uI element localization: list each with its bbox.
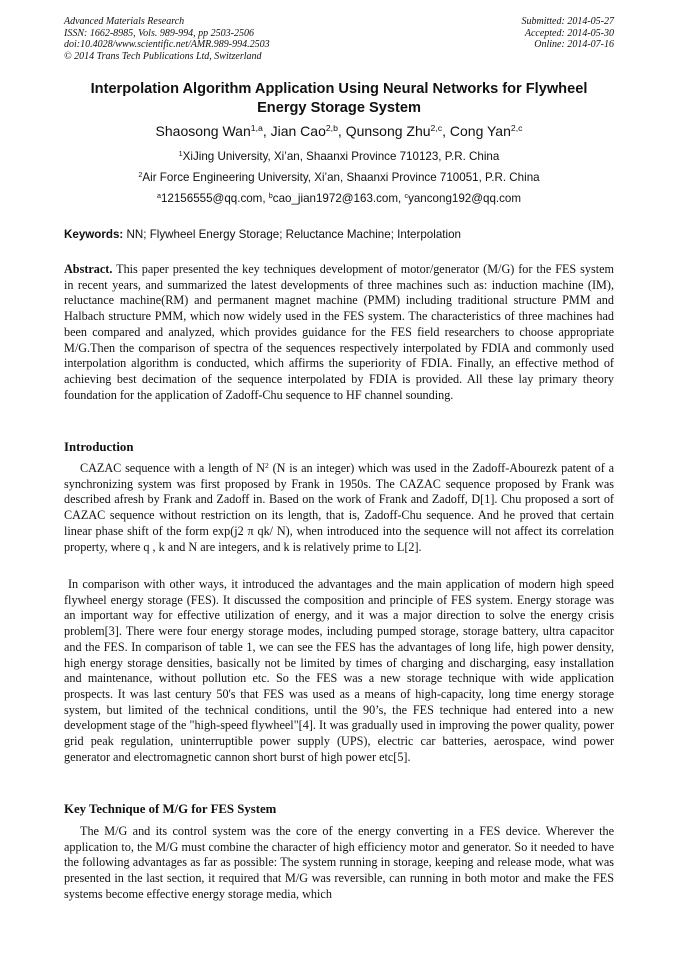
abstract-paragraph (64, 262, 614, 403)
online-date: Online: 2014-07-16 (534, 39, 614, 51)
author-separator: , (337, 123, 346, 139)
author-emails (30, 192, 648, 206)
author-separator: , (262, 123, 271, 139)
doi-line: doi:10.4028/www.scientific.net/AMR.989-994.2503 (64, 39, 270, 51)
affiliation-mark: 2 (138, 170, 143, 180)
keywords-text: NN; Flywheel Energy Storage; Reluctance Machine; Interpolation (123, 228, 461, 241)
author-affiliation-mark: 2,c (510, 123, 523, 134)
paragraph-text: CAZAC sequence with a length of N (80, 461, 266, 475)
author-name: Shaosong Wan (155, 123, 251, 139)
affiliation-mark: 1 (178, 149, 183, 159)
affiliation-text: XiJing University, Xi’an, Shaanxi Province 710123, P.R. China (182, 150, 500, 163)
affiliation-text: Air Force Engineering University, Xi’an, Shaanxi Province 710051, P.R. China (142, 171, 540, 184)
author-affiliation-mark: 1,a (250, 123, 263, 134)
email-mark: c (404, 191, 409, 201)
journal-name: Advanced Materials Research (64, 16, 185, 27)
key-technique-heading: Key Technique of M/G for FES System (64, 802, 277, 816)
email-mark: a (156, 191, 161, 201)
email-address: cao_jian1972@163.com, (272, 192, 405, 205)
abstract-text: This paper presented the key techniques development of motor/generator (M/G) for the FES system in recent years, and summarized the latest developments of three machines such as: induction machine (IM), reluctance machine(RM) and permanent magnet machine (PMM) including traditional structure PMM and Halbach structure PMM, which now widely used in the FES system. The characteristics of three machines had been compared and analyzed, which provides guidance for the FES field researchers to choose appropriate M/G.Then the comparison of spectra of the sequences respectively interpolated by FDIA and commonly used interpolation algorithm is conducted, which affirms the superiority of FDIA. Finally, an effective method of achieving best decimation of the sequence interpolated by FDIA is provided. All these lay primary theory foundation for the application of Zadoff-Chu sequence to HF channel sounding. (64, 262, 614, 402)
title-line-2: Energy Storage System (257, 100, 421, 116)
email-mark: b (268, 191, 273, 201)
author-name: Cong Yan (449, 123, 511, 139)
submitted-date: Submitted: 2014-05-27 (521, 16, 614, 27)
superscript: 2 (265, 460, 269, 470)
affiliation-1 (30, 150, 648, 164)
keywords-line (64, 228, 461, 242)
email-address: 12156555@qq.com, (160, 192, 269, 205)
affiliation-2 (30, 171, 648, 185)
author-list (30, 122, 648, 140)
keywords-label: Keywords: (64, 228, 124, 241)
email-address: yancong192@qq.com (408, 192, 522, 205)
journal-header-left (64, 16, 270, 62)
introduction-paragraph-2: In comparison with other ways, it introduced the advantages and the main application of modern high speed flywheel energy storage (FES). It discussed the composition and principle of FES system. Energy storage was an important way for effective utilization of energy, and it was a major direction to solve the energy crisis problem[3]. There were four energy storage modes, including pumped storage, storage battery, ultra capacitor and the FES. In comparison of table 1, we can see the FES has the advantages of long life, high power density, high energy storage densities, basically not be limited by times of charging and discharging, easy installation and maintenance, without pollution etc. So the FES was a new storage technique with wide application prospects. It was last century 50's that FES was used as a means of high-capacity, long time energy storage system, but limited of the technical conditions, until the 90’s, the FES technique had entered into a new development stage of the "high-speed flywheel"[4]. It was gradually used in improving the power quality, power grid peak regulation, uninterruptible power supply (UPS), electric car batteries, aerospace, wind power generator and electromagnetic cannon short burst of high power etc[5]. (64, 577, 614, 764)
introduction-paragraph-1 (64, 461, 614, 555)
journal-header-right (522, 16, 615, 51)
author-separator: , (442, 123, 450, 139)
key-technique-paragraph-1: The M/G and its control system was the core of the energy converting in a FES device. Wherever the application to, the M/G must combine the character of high efficiency motor and generator. So it needed to have the following advantages as far as possible: The system running in storage, keeping and release mode, what was presented in the last section, it required that M/G was reversible, can running in both motor and make the FES systems become effective energy storage media, which (64, 824, 614, 901)
introduction-heading: Introduction (64, 440, 134, 454)
title-line-1: Interpolation Algorithm Application Using Neural Networks for Flywheel (90, 81, 588, 97)
author-name: Qunsong Zhu (345, 123, 431, 139)
copyright-line: © 2014 Trans Tech Publications Ltd, Switzerland (64, 50, 262, 62)
abstract-label: Abstract. (64, 262, 113, 276)
issn-line: ISSN: 1662-8985, Vols. 989-994, pp 2503-2506 (64, 27, 254, 39)
accepted-date: Accepted: 2014-05-30 (524, 27, 614, 39)
paper-title (50, 80, 628, 118)
paragraph-text: (N is an integer) which was used in the Zadoff-Abourezk patent of a synchronizing system was first proposed by Frank in 1950s. The CAZAC sequence proposed by Frank was described afresh by Frank and Zadoff in. Based on the work of Frank and Zadoff, D[1]. Chu proposed a sort of CAZAC sequence without restriction on its length, that is, Zadoff-Chu sequence. And he proved that certain linear phase shift of the form exp(j2 π qk/ N), when introduced into the sequence will not affect its correlation property, where q , k and N are integers, and k is relatively prime to L[2]. (64, 461, 614, 554)
author-affiliation-mark: 2,b (325, 123, 338, 134)
author-affiliation-mark: 2,c (430, 123, 443, 134)
author-name: Jian Cao (270, 123, 326, 139)
